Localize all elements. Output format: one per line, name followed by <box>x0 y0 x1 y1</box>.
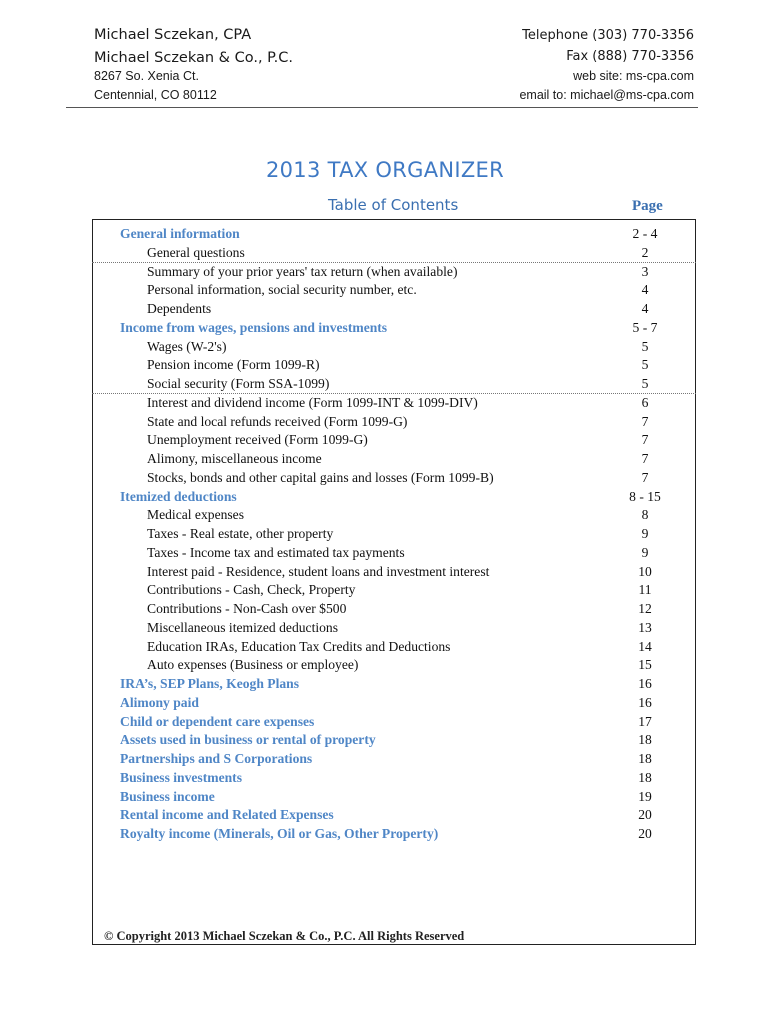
toc-entry-page: 16 <box>638 694 652 710</box>
toc-entry-label: Contributions - Non-Cash over $500 <box>147 601 347 616</box>
toc-entry-label: Taxes - Income tax and estimated tax payments <box>147 544 405 560</box>
toc-entry-label: Pension income (Form 1099-R) <box>147 357 320 373</box>
toc-entry-label: Alimony paid <box>120 694 199 710</box>
toc-entry-page: 9 <box>641 544 649 560</box>
toc-entry-page: 18 <box>638 751 652 766</box>
toc-entry-label: Child or dependent care expenses <box>120 713 315 729</box>
firm-name: Michael Sczekan & Co., P.C. <box>94 50 293 66</box>
toc-entry-page: 12 <box>638 601 652 616</box>
toc-entry-page: 11 <box>638 582 652 598</box>
toc-item-row[interactable] <box>92 505 696 524</box>
toc-entry-page: 13 <box>638 619 652 635</box>
toc-entry-page: 8 - 15 <box>629 488 661 504</box>
website-link[interactable]: web site: ms-cpa.com <box>573 69 694 83</box>
toc-item-row[interactable] <box>92 618 696 637</box>
street-address: 8267 So. Xenia Ct. <box>94 69 199 83</box>
toc-entry-page: 20 <box>638 826 652 841</box>
toc-entry-page: 7 <box>641 413 649 429</box>
copyright-notice: © Copyright 2013 Michael Sczekan & Co., P.C. All Rights Reserved <box>104 929 465 943</box>
toc-entry-page: 8 <box>641 507 649 523</box>
toc-entry-label: Alimony, miscellaneous income <box>147 451 322 466</box>
toc-section-row[interactable] <box>92 787 696 806</box>
document-title: 2013 TAX ORGANIZER <box>265 158 505 182</box>
toc-section-row[interactable] <box>92 224 696 243</box>
toc-entry-page: 7 <box>641 451 649 466</box>
toc-entry-page: 6 <box>641 394 649 410</box>
toc-item-row[interactable] <box>92 393 696 412</box>
toc-entry-label: Stocks, bonds and other capital gains and losses (Form 1099-B) <box>147 469 494 485</box>
toc-entry-label: Assets used in business or rental of property <box>120 732 376 748</box>
toc-section-row[interactable] <box>92 749 696 768</box>
toc-entry-page: 10 <box>638 563 652 579</box>
toc-item-row[interactable] <box>92 337 696 356</box>
toc-item-row[interactable] <box>92 580 696 599</box>
toc-entry-label: Unemployment received (Form 1099-G) <box>147 432 368 448</box>
toc-item-row[interactable] <box>92 449 696 468</box>
city-state-zip: Centennial, CO 80112 <box>94 88 217 102</box>
toc-entry-label: Rental income and Related Expenses <box>120 807 334 823</box>
toc-entry-label: Business investments <box>120 769 242 785</box>
toc-entry-page: 5 <box>641 338 649 354</box>
toc-entry-label: Royalty income (Minerals, Oil or Gas, Other Property) <box>120 826 439 841</box>
toc-entry-page: 7 <box>641 432 649 448</box>
toc-item-row[interactable] <box>92 280 696 299</box>
toc-entry-page: 4 <box>641 301 649 316</box>
toc-section-row[interactable] <box>92 768 696 787</box>
toc-section-row[interactable] <box>92 487 696 506</box>
toc-entry-label: Education IRAs, Education Tax Credits and Deductions <box>147 638 451 654</box>
toc-item-row[interactable] <box>92 243 696 263</box>
toc-section-row[interactable] <box>92 805 696 824</box>
toc-entry-page: 5 <box>641 357 649 373</box>
toc-section-row[interactable] <box>92 693 696 712</box>
toc-section-row[interactable] <box>92 712 696 731</box>
toc-entry-page: 3 <box>641 263 649 279</box>
toc-entry-page: 9 <box>641 526 649 541</box>
toc-entry-label: Auto expenses (Business or employee) <box>147 657 359 673</box>
toc-item-row[interactable] <box>92 430 696 449</box>
header-divider <box>66 107 698 108</box>
toc-entry-label: Social security (Form SSA-1099) <box>147 376 330 391</box>
toc-entry-page: 18 <box>638 769 652 785</box>
telephone: Telephone (303) 770-3356 <box>522 28 694 43</box>
toc-entry-label: Contributions - Cash, Check, Property <box>147 582 356 598</box>
toc-entry-label: General questions <box>147 244 245 260</box>
toc-entry-page: 19 <box>638 788 652 804</box>
toc-entry-label: IRA’s, SEP Plans, Keogh Plans <box>120 676 300 691</box>
toc-entry-page: 5 <box>641 376 649 391</box>
toc-item-row[interactable] <box>92 374 696 394</box>
toc-entry-label: State and local refunds received (Form 1099-G) <box>147 413 408 429</box>
toc-entry-label: General information <box>120 226 240 241</box>
toc-item-row[interactable] <box>92 468 696 487</box>
toc-section-row[interactable] <box>92 318 696 337</box>
email-link[interactable]: email to: michael@ms-cpa.com <box>519 88 694 102</box>
toc-entry-label: Interest paid - Residence, student loans and investment interest <box>147 563 490 579</box>
toc-entry-label: Wages (W-2's) <box>147 338 227 354</box>
toc-item-row[interactable] <box>92 299 696 318</box>
toc-item-row[interactable] <box>92 637 696 656</box>
toc-section-row[interactable] <box>92 824 696 843</box>
toc-item-row[interactable] <box>92 562 696 581</box>
toc-entry-page: 14 <box>638 638 652 654</box>
toc-entry-page: 16 <box>638 676 652 691</box>
toc-entry-page: 4 <box>641 282 649 298</box>
toc-entry-page: 17 <box>638 713 652 729</box>
toc-entry-label: Summary of your prior years' tax return (when available) <box>147 263 458 279</box>
toc-entry-page: 2 <box>641 244 649 260</box>
cpa-name: Michael Sczekan, CPA <box>94 27 252 43</box>
toc-entry-page: 5 - 7 <box>632 319 658 335</box>
toc-entry-label: Partnerships and S Corporations <box>120 751 313 766</box>
toc-item-row[interactable] <box>92 599 696 618</box>
toc-entry-page: 2 - 4 <box>632 226 658 241</box>
toc-section-row[interactable] <box>92 730 696 749</box>
toc-entry-page: 15 <box>638 657 652 673</box>
toc-item-row[interactable] <box>92 262 696 281</box>
toc-entry-label: Business income <box>120 788 215 804</box>
toc-item-row[interactable] <box>92 412 696 431</box>
toc-item-row[interactable] <box>92 355 696 374</box>
toc-section-row[interactable] <box>92 674 696 693</box>
toc-entry-label: Taxes - Real estate, other property <box>147 526 334 541</box>
toc-entry-label: Income from wages, pensions and investments <box>120 319 388 335</box>
toc-entry-label: Medical expenses <box>147 507 245 523</box>
toc-item-row[interactable] <box>92 543 696 562</box>
toc-entry-page: 7 <box>641 469 649 485</box>
toc-item-row[interactable] <box>92 524 696 543</box>
toc-item-row[interactable] <box>92 655 696 674</box>
toc-entry-label: Personal information, social security number, etc. <box>147 282 417 298</box>
page-column-heading: Page <box>632 198 663 214</box>
toc-heading: Table of Contents <box>328 196 459 214</box>
toc-entry-page: 18 <box>638 732 652 748</box>
toc-entry-label: Miscellaneous itemized deductions <box>147 619 339 635</box>
toc-entry-label: Interest and dividend income (Form 1099-INT & 1099-DIV) <box>147 394 478 410</box>
toc-entry-page: 20 <box>638 807 652 823</box>
fax: Fax (888) 770-3356 <box>566 49 694 64</box>
toc-entry-label: Itemized deductions <box>120 488 237 504</box>
toc-entry-label: Dependents <box>147 301 212 316</box>
